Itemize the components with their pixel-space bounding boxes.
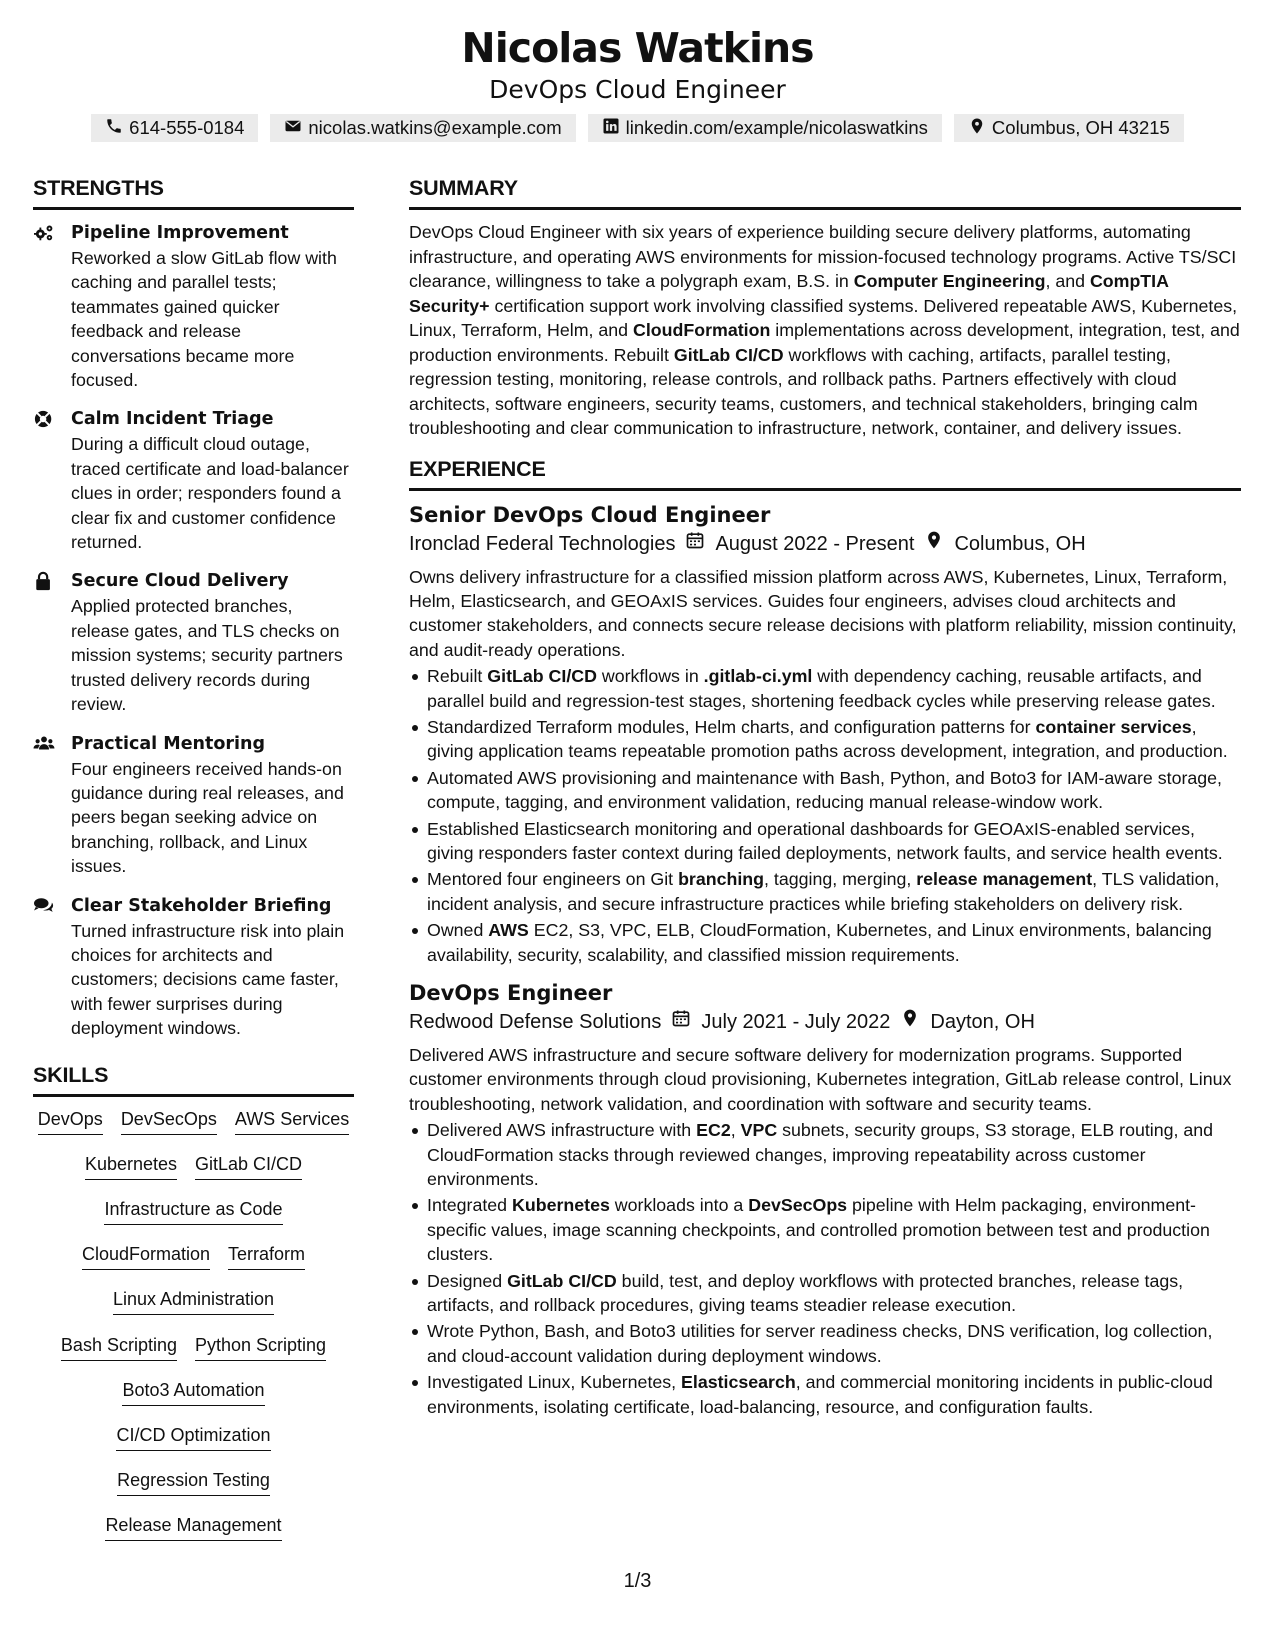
bold-text: container services [1035,716,1192,737]
experience-heading: EXPERIENCE [409,457,1241,491]
bold-text: Kubernetes [512,1195,610,1216]
bold-text: EC2 [696,1120,731,1141]
text-run: , giving application teams repeatable promotion paths across development, integration, and production. [427,716,1228,762]
text-run: with dependency caching, reusable artifacts, and parallel build and regression-test stages, shortening feedback cycles while preserving release gates. [427,666,1216,711]
strength-desc: During a difficult cloud outage, traced certificate and load-balancer clues in order; responders found a clear fix and customer confidence returned. [71,434,349,553]
linkedin-text: linkedin.com/example/nicolaswatkins [625,117,928,138]
page-number: 1/3 [623,1570,652,1592]
job-bullet [409,664,1241,713]
location-text: Columbus, OH 43215 [991,117,1170,138]
job-entry [409,979,1241,1419]
text-run: Established Elasticsearch monitoring and operational dashboards for GEOAxIS-enabled services, giving responders faster context during failed deployments, network faults, and service health events. [427,818,1223,863]
skill-row [33,1468,354,1513]
bold-text: CompTIA Security+ [409,271,1169,316]
strength-item [33,893,354,1041]
bold-text: Elasticsearch [681,1372,796,1393]
skill-tag: Boto3 Automation [122,1378,264,1406]
strength-title: Pipeline Improvement [71,223,289,243]
skill-tag: Linux Administration [113,1287,274,1315]
bold-text: branching [678,869,765,890]
job-entry [409,501,1241,968]
candidate-name: Nicolas Watkins [461,24,814,72]
text-run: , TLS validation, incident analysis, and secure infrastructure practices while briefing stakeholders on delivery risk. [427,869,1220,914]
candidate-title: DevOps Cloud Engineer [489,75,786,104]
users-icon [33,731,71,879]
job-bullet [409,1319,1241,1368]
text-run: Owned [427,920,489,941]
strength-title: Secure Cloud Delivery [71,571,289,592]
job-bullet [409,1118,1241,1191]
company-name: Redwood Defense Solutions [409,1011,662,1033]
text-run: subnets, security groups, S3 storage, ELB routing, and CloudFormation stacks through reviewed changes, improving repeatability across customer environments. [427,1120,1214,1190]
text-run: DevOps Cloud Engineer with six years of experience building secure delivery platforms, automating infrastructure, and operating AWS environments for mission-focused technology programs. Active TS/SCI clearance, willingness to take a polygraph exam, B.S. in [409,222,1237,291]
skill-tag: Infrastructure as Code [104,1197,282,1225]
skills-heading: SKILLS [33,1063,354,1097]
strength-item [33,220,354,392]
job-bullet [409,918,1241,967]
comments-icon [33,893,71,1041]
calendar-icon [671,1007,691,1037]
text-run: workflows in [596,666,704,687]
text-run: Wrote Python, Bash, and Boto3 utilities for server readiness checks, DNS verification, log collection, and cloud-account validation during deployment windows. [427,1321,1213,1366]
bold-text: Computer Engineering [853,271,1046,291]
text-run: workloads into a [609,1195,749,1216]
strength-desc: Turned infrastructure risk into plain choices for architects and customers; decisions came faster, with fewer surprises during deployment windows. [71,920,345,1039]
text-run: pipeline with Helm packaging, environment-specific values, image scanning checkpoints, and controlled promotion between test and production clusters. [427,1195,1210,1265]
bold-text: GitLab CI/CD [507,1270,617,1291]
life-ring-icon [33,406,71,554]
text-run: EC2, S3, VPC, ELB, CloudFormation, Kubernetes, and Linux environments, balancing availability, security, scalability, and classified mission requirements. [427,920,1212,965]
job-bullet [409,715,1241,764]
resume-header [0,0,1275,142]
job-bullets [409,1118,1241,1419]
text-run: , and commercial monitoring incidents in public-cloud environments, isolating certificate, load-balancing, resource, and configuration faults. [427,1372,1213,1417]
job-bullet [409,867,1241,916]
text-run: , and [1045,271,1090,291]
skill-row [33,1197,354,1242]
text-run: Rebuilt [427,666,488,687]
job-bullet [409,766,1241,815]
strength-desc: Reworked a slow GitLab flow with caching and parallel tests; teammates gained quicker feedback and release conversations became more focused. [71,248,337,391]
job-title: DevOps Engineer [409,981,613,1005]
lock-icon [33,568,71,716]
email-text: nicolas.watkins@example.com [308,117,562,138]
map-pin-icon [968,117,986,140]
skill-tag: Regression Testing [117,1468,270,1496]
text-run: Automated AWS provisioning and maintenance with Bash, Python, and Boto3 for IAM-aware storage, compute, tagging, and environment validation, reducing manual release-window work. [427,767,1222,813]
job-bullet [409,1370,1241,1419]
strength-desc: Four engineers received hands-on guidance during real releases, and peers began seeking advice on branching, rollback, and Linux issues. [71,758,344,877]
bold-text: release management [916,869,1093,890]
job-bullet [409,1193,1241,1266]
left-column [33,176,354,1558]
linkedin-icon [602,117,620,140]
skill-row [33,1423,354,1468]
strength-title: Calm Incident Triage [71,409,274,430]
skill-tag: GitLab CI/CD [195,1152,302,1180]
skill-tag: AWS Services [235,1107,349,1135]
skill-row [33,1242,354,1287]
skill-tag: CloudFormation [82,1242,210,1270]
job-dates: August 2022 - Present [715,532,915,555]
job-meta [409,1007,1241,1037]
skill-row [33,1287,354,1332]
skill-tag: Release Management [105,1513,281,1541]
gears-icon [33,220,71,392]
company-name: Ironclad Federal Technologies [409,532,676,555]
summary-text [409,220,1241,441]
text-run: , tagging, merging, [764,869,917,890]
skill-tag: Terraform [228,1242,305,1270]
text-run: workflows with caching, artifacts, parallel testing, regression testing, monitoring, release controls, and rollback paths. Partners effectively with cloud architects, software engineers, security teams, customers, and technical stakeholders, bringing calm troubleshooting and clear communication to infrastructure, network, container, and delivery issues. [409,344,1198,438]
strengths-heading: STRENGTHS [33,176,354,210]
right-column [409,176,1241,1431]
text-run: Standardized Terraform modules, Helm charts, and configuration patterns for [427,716,1036,737]
skills-list [33,1107,354,1559]
text-run: Delivered AWS infrastructure with [427,1120,697,1141]
text-run: Designed [427,1270,508,1291]
bold-text: CloudFormation [633,320,771,340]
strength-title: Practical Mentoring [71,733,266,754]
bold-text: .gitlab-ci.yml [703,666,813,687]
contact-phone[interactable] [91,114,258,142]
job-description: Delivered AWS infrastructure and secure software delivery for modernization programs. Supported customer environments through cloud provisioning, Kubernetes integration, GitLab release control, Linux troubleshooting, network validation, and coordination with software and security teams. [409,1045,1232,1114]
job-dates: July 2021 - July 2022 [701,1011,891,1033]
phone-icon [105,117,123,140]
summary-heading: SUMMARY [409,176,1241,210]
skill-tag: DevSecOps [121,1107,217,1135]
job-location: Dayton, OH [930,1011,1035,1033]
text-run: implementations across development, integration, test, and production environments. Rebuilt [409,320,1240,365]
text-run: Investigated Linux, Kubernetes, [427,1372,682,1393]
strength-item [33,406,354,554]
job-title: Senior DevOps Cloud Engineer [409,502,771,527]
text-run: , [730,1120,741,1141]
text-run: Integrated [427,1195,513,1216]
calendar-icon [685,529,705,559]
contact-email[interactable] [270,114,575,142]
text-run: build, test, and deploy workflows with protected branches, release tags, artifacts, and rollback procedures, giving teams steadier release execution. [427,1270,1184,1316]
bold-text: VPC [740,1120,778,1141]
contact-location [954,114,1184,142]
skill-tag: Kubernetes [85,1152,177,1180]
skill-row [33,1513,354,1558]
skill-tag: CI/CD Optimization [116,1423,270,1451]
job-location: Columbus, OH [954,532,1086,555]
contact-bar [0,114,1275,142]
strength-item [33,568,354,716]
envelope-icon [284,117,302,140]
contact-linkedin[interactable] [588,114,942,142]
job-meta [409,529,1241,559]
bold-text: DevSecOps [748,1195,848,1216]
map-pin-icon [924,529,944,559]
text-run: Mentored four engineers on Git [427,869,679,890]
job-description: Owns delivery infrastructure for a classified mission platform across AWS, Kubernetes, Linux, Terraform, Helm, Elasticsearch, and GEOAxIS services. Guides four engineers, advises cloud architects and customer stakeholders, and connects secure release decisions with platform reliability, mission continuity, and audit-ready operations. [409,566,1237,660]
bold-text: GitLab CI/CD [487,666,597,687]
skill-tag: Bash Scripting [61,1333,177,1361]
job-bullet [409,1269,1241,1318]
strength-item [33,731,354,879]
strength-desc: Applied protected branches, release gates, and TLS checks on mission systems; security partners trusted delivery records during review. [71,596,343,715]
text-run: certification support work involving classified systems. Delivered repeatable AWS, Kubernetes, Linux, Terraform, Helm, and [409,295,1238,340]
job-bullets [409,664,1241,967]
skill-row [33,1378,354,1423]
bold-text: AWS [488,920,529,941]
skill-row [33,1152,354,1197]
skill-tag: Python Scripting [195,1333,326,1361]
skill-row [33,1333,354,1378]
strength-title: Clear Stakeholder Briefing [71,895,332,916]
skill-tag: DevOps [38,1107,103,1135]
skill-row [33,1107,354,1152]
phone-text: 614-555-0184 [129,117,245,138]
bold-text: GitLab CI/CD [673,344,784,365]
job-bullet [409,817,1241,866]
map-pin-icon [900,1007,920,1037]
